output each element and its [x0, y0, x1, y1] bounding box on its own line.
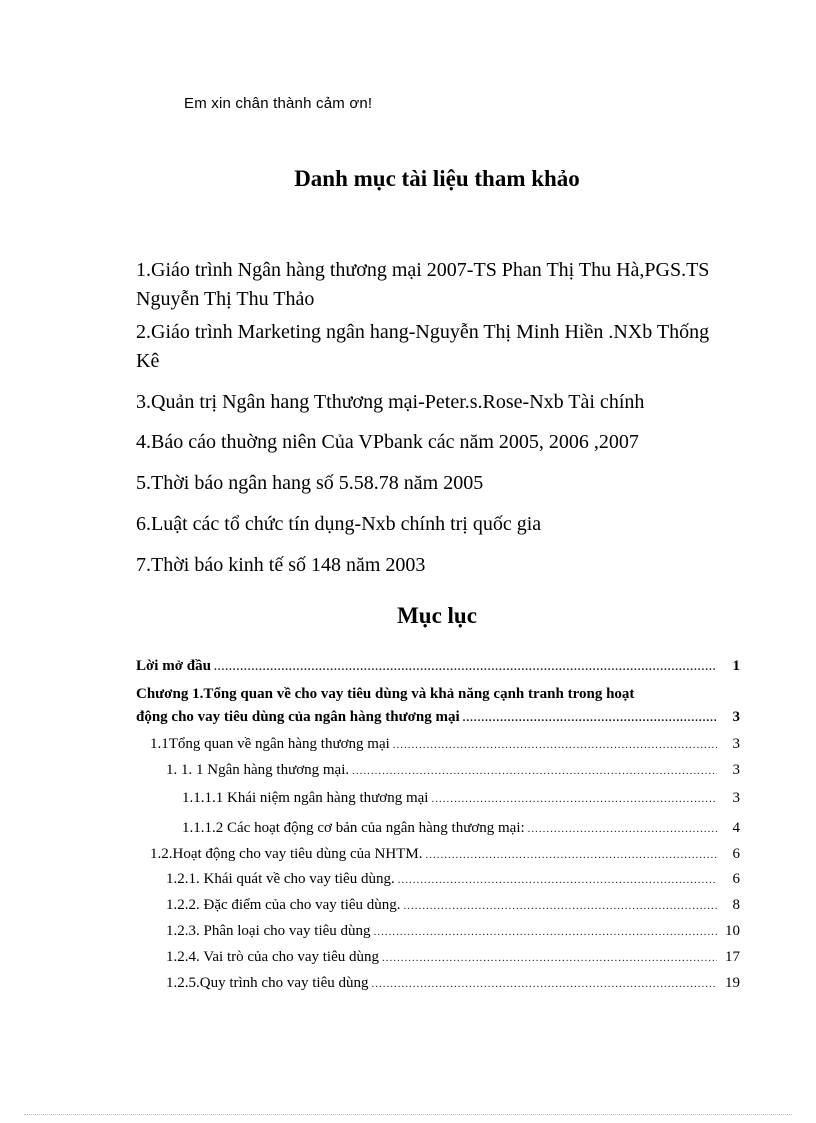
toc-entry-label: 1.1.1.2 Các hoạt động cơ bản của ngân hàng thương mại: — [182, 820, 525, 836]
reference-item: 1.Giáo trình Ngân hàng thương mại 2007-TS Phan Thị Thu Hà,PGS.TS Nguyễn Thị Thu Thảo — [136, 259, 710, 310]
toc-page-number: 4 — [732, 820, 740, 836]
toc-leader-dots — [214, 661, 717, 673]
toc-leader-dots — [463, 712, 717, 724]
toc-leader-dots — [404, 900, 717, 912]
toc-page-number: 1 — [732, 658, 740, 674]
toc-entry[interactable] — [166, 949, 740, 971]
toc-leader-dots — [393, 739, 717, 751]
reference-item: 4.Báo cáo thuờng niên Của VPbank các năm 2005, 2006 ,2007 — [136, 431, 639, 453]
toc-entry-label: 1.2.3. Phân loại cho vay tiêu dùng — [166, 923, 371, 939]
toc-leader-dots — [398, 874, 717, 886]
toc-entry[interactable] — [150, 736, 740, 758]
toc-entry-label: 1.2.2. Đặc điểm của cho vay tiêu dùng. — [166, 897, 401, 913]
toc-page-number: 6 — [732, 871, 740, 887]
toc-page-number: 10 — [725, 923, 740, 939]
toc-page-number: 8 — [732, 897, 740, 913]
toc-entry[interactable] — [150, 846, 740, 868]
toc-entry-label: 1.2.5.Quy trình cho vay tiêu dùng — [166, 975, 369, 991]
toc-entry-label: 1.2.Hoạt động cho vay tiêu dùng của NHTM. — [150, 846, 423, 862]
reference-item: 7.Thời báo kinh tế số 148 năm 2003 — [136, 554, 426, 576]
toc-entry[interactable] — [182, 790, 740, 812]
toc-heading: Mục lục — [397, 603, 477, 628]
toc-leader-dots — [371, 978, 717, 990]
toc-leader-dots — [425, 849, 717, 861]
toc-entry-label: 1.1Tổng quan về ngân hàng thương mại — [150, 736, 390, 752]
toc-page-number: 3 — [732, 790, 740, 806]
toc-entry-chapter-1[interactable] — [136, 686, 740, 726]
toc-entry-label: 1.2.1. Khái quát về cho vay tiêu dùng. — [166, 871, 395, 887]
toc-page-number: 3 — [732, 736, 740, 752]
toc-leader-dots — [382, 952, 717, 964]
toc-entry[interactable] — [182, 820, 740, 842]
toc-chapter-title-line2: động cho vay tiêu dùng của ngân hàng thương mại — [136, 709, 460, 725]
toc-leader-dots — [431, 793, 717, 805]
toc-entry[interactable] — [166, 762, 740, 784]
toc-entry[interactable] — [166, 871, 740, 893]
toc-entry-label: 1. 1. 1 Ngân hàng thương mại. — [166, 762, 350, 778]
toc-page-number: 6 — [732, 846, 740, 862]
toc-entry[interactable] — [166, 975, 740, 997]
toc-chapter-title-line1: Chương 1.Tổng quan về cho vay tiêu dùng và khả năng cạnh tranh trong hoạt — [136, 686, 635, 702]
references-list — [136, 256, 716, 580]
reference-item: 3.Quản trị Ngân hang Tthương mại-Peter.s.Rose-Nxb Tài chính — [136, 391, 645, 413]
toc-page-number: 3 — [732, 709, 740, 725]
page-bottom-divider — [24, 1114, 792, 1115]
toc-entry-label: Lời mở đầu — [136, 658, 211, 674]
toc-leader-dots — [374, 926, 717, 938]
reference-item: 2.Giáo trình Marketing ngân hang-Nguyễn Thị Minh Hiền .NXb Thống Kê — [136, 321, 710, 372]
toc-entry[interactable] — [166, 897, 740, 919]
toc-entry-intro[interactable] — [136, 658, 740, 680]
toc-leader-dots — [528, 823, 717, 835]
toc-page-number: 17 — [725, 949, 740, 965]
toc-page-number: 19 — [725, 975, 740, 991]
reference-item: 6.Luật các tổ chức tín dụng-Nxb chính trị quốc gia — [136, 513, 542, 535]
toc-entry-label: 1.2.4. Vai trò của cho vay tiêu dùng — [166, 949, 380, 965]
references-heading: Danh mục tài liệu tham khảo — [294, 166, 580, 191]
toc-leader-dots — [352, 765, 717, 777]
reference-item: 5.Thời báo ngân hang số 5.58.78 năm 2005 — [136, 472, 484, 494]
toc-entry[interactable] — [166, 923, 740, 945]
thanks-line: Em xin chân thành cảm ơn! — [184, 95, 373, 112]
toc-entry-label: 1.1.1.1 Khái niệm ngân hàng thương mại — [182, 790, 429, 806]
toc-page-number: 3 — [732, 762, 740, 778]
